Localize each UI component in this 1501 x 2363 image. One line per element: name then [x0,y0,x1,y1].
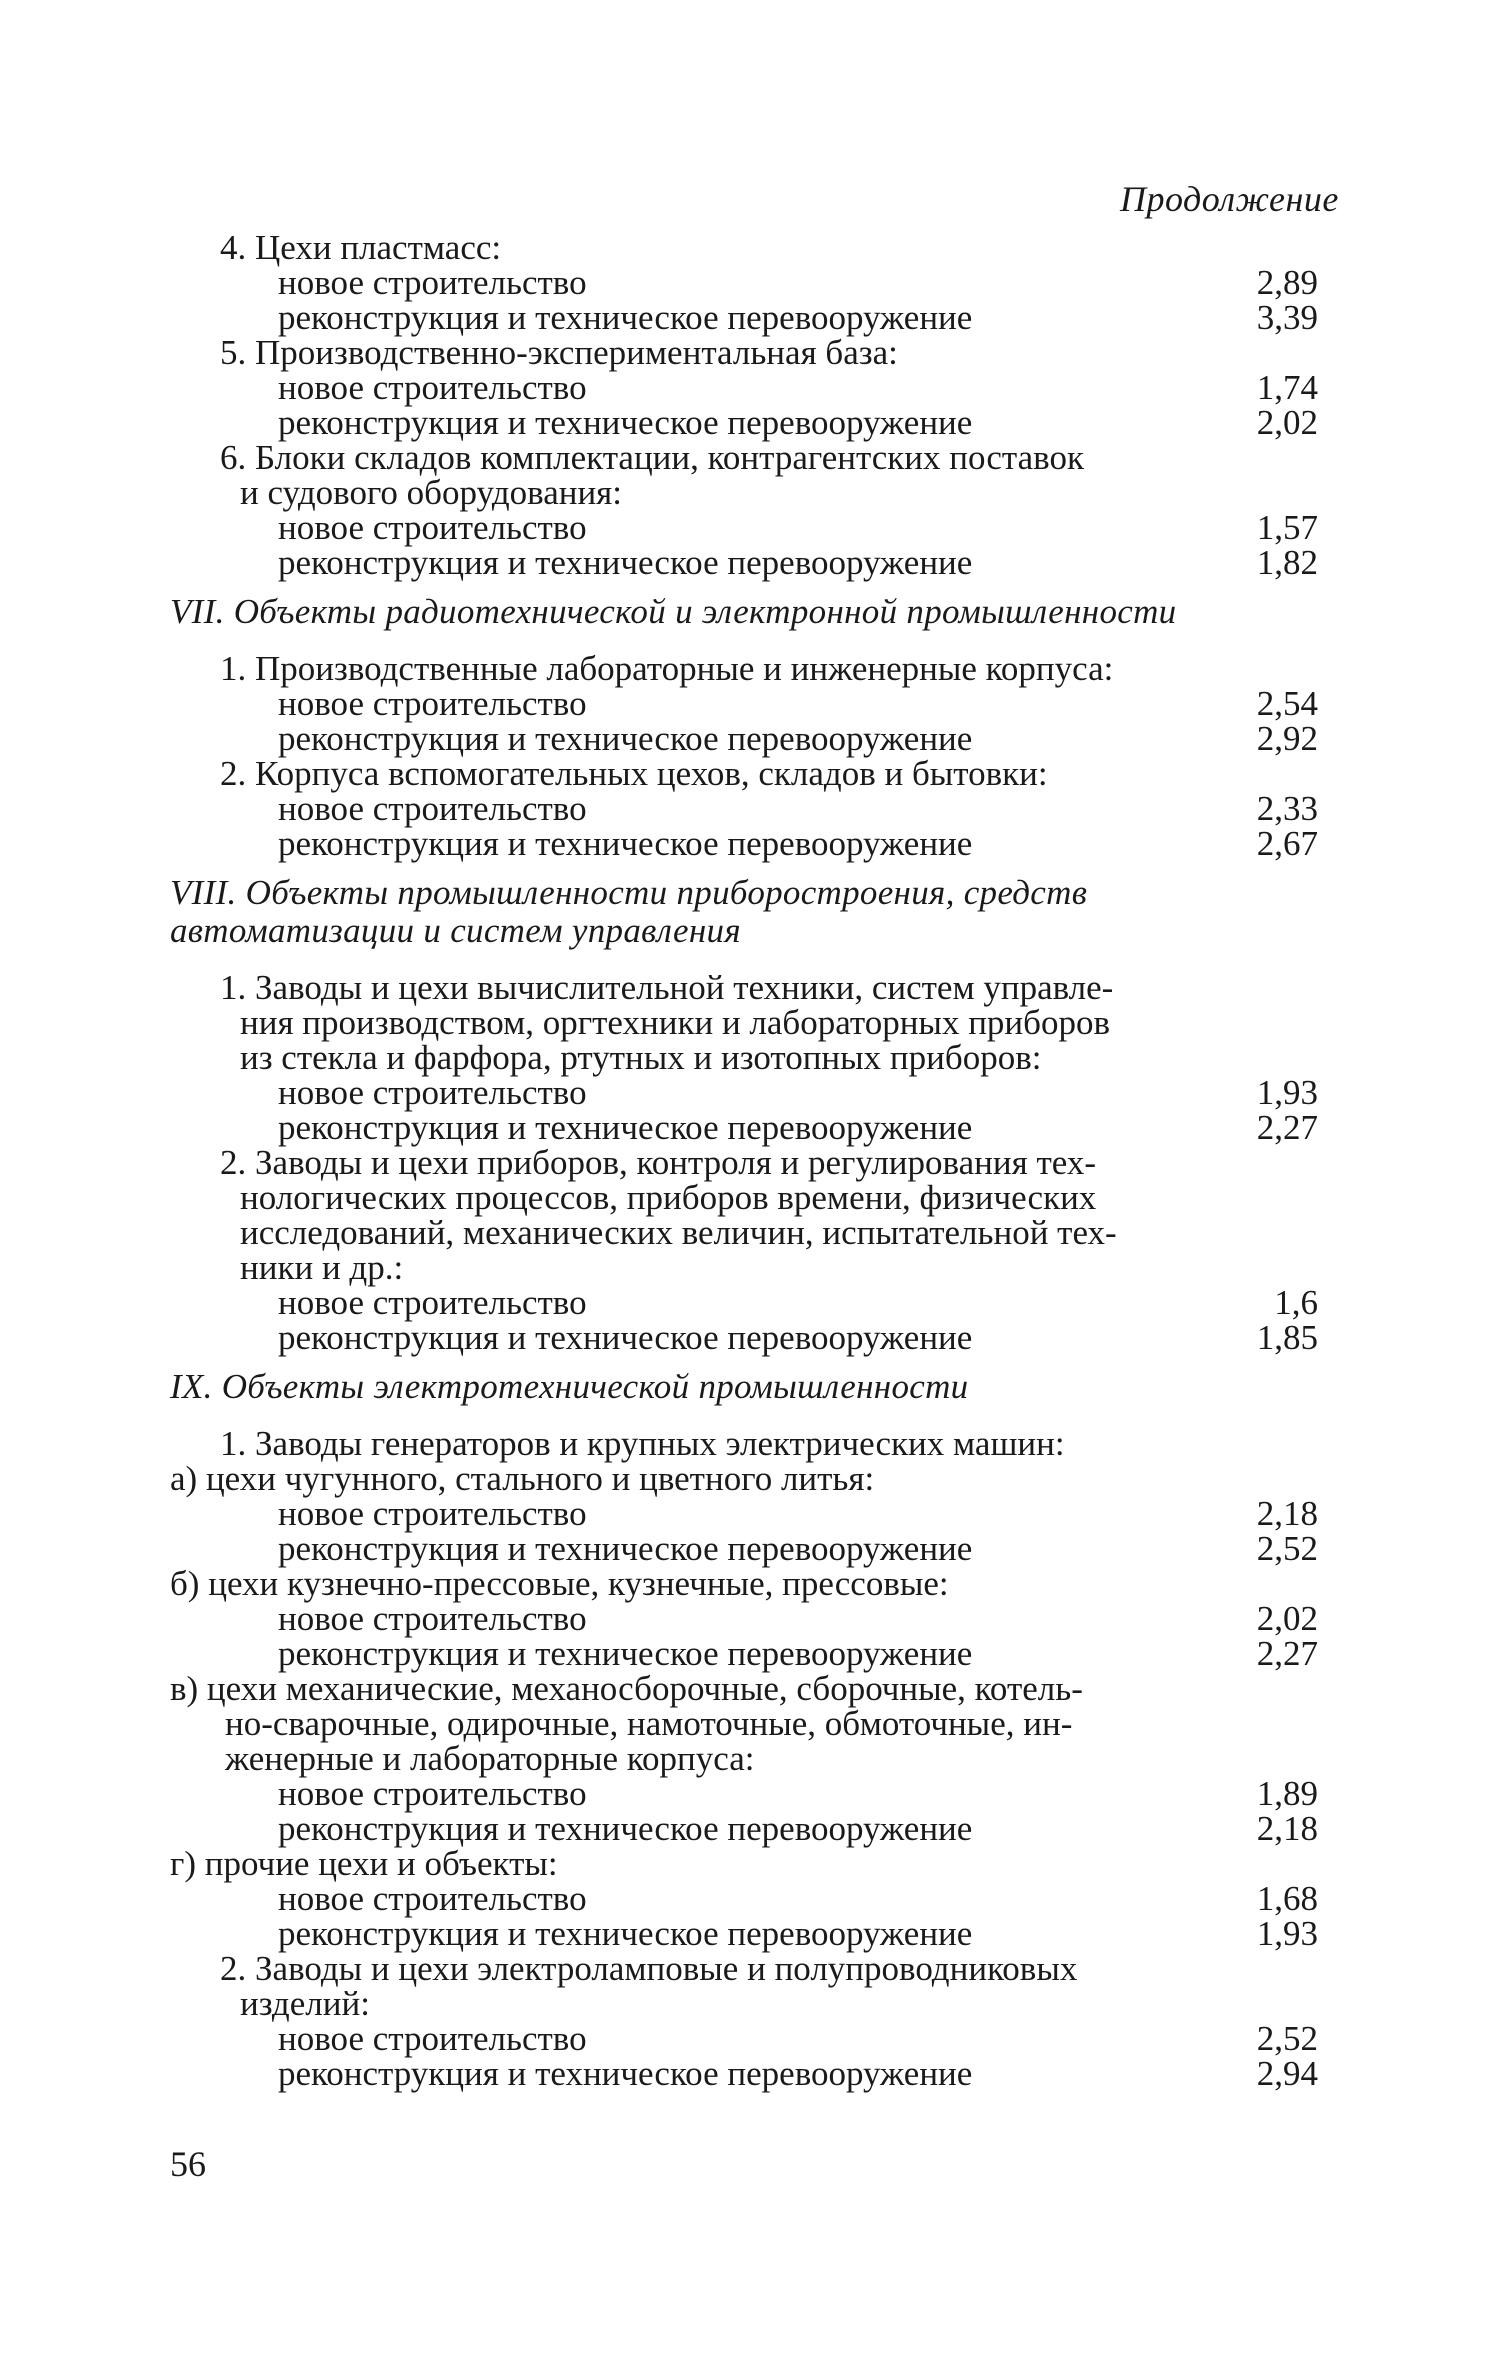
row-label: 1. Производственные лабораторные и инженерные корпуса: [220,649,1114,688]
row-value: 2,18 [1256,1494,1318,1533]
row-label: ники и др.: [240,1248,404,1287]
row-value: 3,39 [1256,298,1318,337]
row-label: реконструкция и техническое перевооружение [278,1108,973,1147]
page-number: 56 [170,2144,206,2184]
row-label: 6. Блоки складов комплектации, контрагентских поставок [220,438,1084,477]
table-row [170,405,1320,440]
row-value: 1,6 [1274,1283,1318,1322]
row-label: 2. Корпуса вспомогательных цехов, складов и бытовки: [220,754,1048,793]
row-label: 1. Заводы генераторов и крупных электрических машин: [220,1424,1065,1463]
row-label: б) цехи кузнечно-прессовые, кузнечные, прессовые: [170,1564,949,1603]
row-label: 2. Заводы и цехи приборов, контроля и регулирования тех- [220,1143,1096,1182]
table-row [170,475,1320,510]
row-label: реконструкция и техническое перевооружение [278,1634,973,1673]
table-row [170,1636,1320,1671]
table-row [170,1986,1320,2021]
row-label: 5. Производственно-экспериментальная база: [220,333,898,372]
row-label: новое строительство [278,1879,587,1918]
continued-label: Продолжение [1120,179,1339,219]
row-label: новое строительство [278,263,587,302]
table-row [170,1916,1320,1951]
table-row [170,1461,1320,1496]
row-label: новое строительство [278,2019,587,2058]
row-label: новое строительство [278,1494,587,1533]
row-label: в) цехи механические, механосборочные, сборочные, котель- [170,1669,1083,1708]
table-row [170,510,1320,545]
table-row [170,1145,1320,1180]
table-row [170,1180,1320,1215]
row-label: новое строительство [278,1073,587,1112]
table-row [170,1846,1320,1881]
rows-group-d [170,1426,1320,2091]
row-value: 1,74 [1256,368,1318,407]
row-label: ния производством, оргтехники и лабораторных приборов [240,1003,1110,1042]
row-label: и судового оборудования: [240,473,623,512]
row-label: новое строительство [278,508,587,547]
row-label: реконструкция и техническое перевооружение [278,1809,973,1848]
row-label: новое строительство [278,1774,587,1813]
row-value: 2,18 [1256,1809,1318,1848]
table-row [170,651,1320,686]
row-value: 2,89 [1256,263,1318,302]
table-row [170,1741,1320,1776]
table-row [170,970,1320,1005]
table-row [170,1496,1320,1531]
row-label: реконструкция и техническое перевооружение [278,1529,973,1568]
table-row [170,370,1320,405]
row-label: новое строительство [278,368,587,407]
section-heading-viii: VIII. Объекты промышленности приборостроения, средств автоматизации и систем управления [170,873,1088,950]
table-row [170,1110,1320,1145]
table-row [170,1250,1320,1285]
row-value: 2,52 [1256,2019,1318,2058]
table-row [170,1706,1320,1741]
table-row [170,1285,1320,1320]
table-row [170,1811,1320,1846]
table-row [170,721,1320,756]
row-value: 1,89 [1256,1774,1318,1813]
table-row [170,440,1320,475]
row-label: реконструкция и техническое перевооружение [278,1318,973,1357]
table-row [170,230,1320,265]
table-row [170,791,1320,826]
table-row [170,2056,1320,2091]
rows-group-a [170,230,1320,580]
row-label: реконструкция и техническое перевооружение [278,2054,973,2093]
coefficient-table [170,230,1320,2091]
row-label: нологических процессов, приборов времени, физических [240,1178,1097,1217]
row-label: 1. Заводы и цехи вычислительной техники, систем управле- [220,968,1114,1007]
table-row [170,1671,1320,1706]
table-row [170,265,1320,300]
row-value: 1,93 [1256,1073,1318,1112]
row-label: а) цехи чугунного, стального и цветного литья: [170,1459,875,1498]
table-row [170,300,1320,335]
row-value: 2,02 [1256,403,1318,442]
row-value: 1,68 [1256,1879,1318,1918]
row-label: 2. Заводы и цехи электроламповые и полупроводниковых [220,1949,1078,1988]
table-row [170,1601,1320,1636]
rows-group-b [170,651,1320,861]
row-label: исследований, механических величин, испытательной тех- [240,1213,1117,1252]
row-value: 2,27 [1256,1108,1318,1147]
rows-group-c [170,970,1320,1355]
table-row [170,756,1320,791]
row-label: новое строительство [278,1599,587,1638]
row-value: 2,94 [1256,2054,1318,2093]
row-label: реконструкция и техническое перевооружение [278,403,973,442]
row-value: 1,57 [1256,508,1318,547]
row-label: новое строительство [278,789,587,828]
row-label: реконструкция и техническое перевооружение [278,1914,973,1953]
row-label: реконструкция и техническое перевооружение [278,719,973,758]
row-value: 1,85 [1256,1318,1318,1357]
section-heading-vii: VII. Объекты радиотехнической и электронной промышленности [170,592,1177,631]
row-label: г) прочие цехи и объекты: [170,1844,558,1883]
row-value: 2,27 [1256,1634,1318,1673]
table-row [170,1075,1320,1110]
row-value: 2,92 [1256,719,1318,758]
table-row [170,2021,1320,2056]
table-row [170,1040,1320,1075]
row-label: реконструкция и техническое перевооружение [278,824,973,863]
row-label: изделий: [240,1984,370,2023]
section-heading-ix: IX. Объекты электротехнической промышленности [170,1367,969,1406]
row-label: реконструкция и техническое перевооружение [278,298,973,337]
table-row [170,1426,1320,1461]
row-value: 2,67 [1256,824,1318,863]
row-label: 4. Цехи пластмасс: [220,228,502,267]
table-row [170,1531,1320,1566]
table-row [170,1215,1320,1250]
table-row [170,1881,1320,1916]
table-row [170,545,1320,580]
row-value: 1,93 [1256,1914,1318,1953]
table-row [170,1320,1320,1355]
row-label: женерные и лабораторные корпуса: [225,1739,755,1778]
row-value: 2,52 [1256,1529,1318,1568]
row-value: 2,02 [1256,1599,1318,1638]
table-row [170,335,1320,370]
row-label: новое строительство [278,684,587,723]
table-row [170,1566,1320,1601]
row-label: реконструкция и техническое перевооружение [278,543,973,582]
table-row [170,1005,1320,1040]
row-label: новое строительство [278,1283,587,1322]
row-value: 1,82 [1256,543,1318,582]
table-row [170,1951,1320,1986]
row-label: но-сварочные, одирочные, намоточные, обмоточные, ин- [225,1704,1073,1743]
table-row [170,1776,1320,1811]
table-row [170,686,1320,721]
row-value: 2,33 [1256,789,1318,828]
table-row [170,826,1320,861]
row-label: из стекла и фарфора, ртутных и изотопных приборов: [240,1038,1042,1077]
row-value: 2,54 [1256,684,1318,723]
